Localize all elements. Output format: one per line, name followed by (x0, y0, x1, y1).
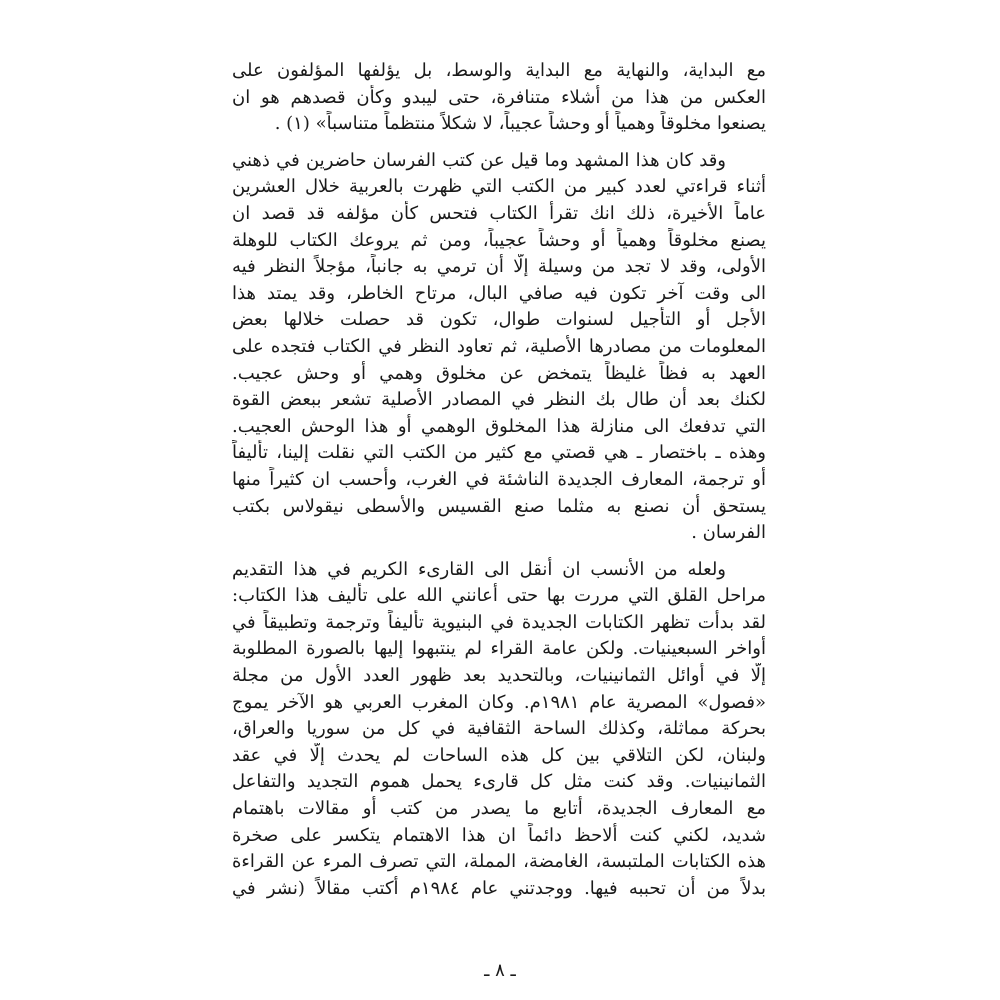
text-line: وهذه ـ باختصار ـ هي قصتي مع كثير من الكتب التي نقلت إلينا، تأليفاً (232, 442, 766, 464)
text-line: العهد به فظاً غليظاً يتمخض عن مخلوق وهمي أو وحش عجيب. (232, 362, 766, 384)
text-line: يستحق أن نصنع به مثلما صنع القسيس والأسطى نيقولاس بكتب (232, 495, 766, 517)
text-line: وقد كان هذا المشهد وما قيل عن كتب الفرسان حاضرين في ذهني (232, 149, 726, 171)
text-line: الفرسان . (691, 522, 766, 544)
text-line: الأجل أو التأجيل لسنوات طوال، تكون قد حصلت خلالها بعض (232, 309, 766, 331)
text-line: مع البداية، والنهاية مع البداية والوسط، بل يؤلفها المؤلفون على (232, 60, 766, 81)
page-body (232, 58, 766, 902)
text-line: أثناء قراءتي لعدد كبير من الكتب التي ظهرت بالعربية خلال العشرين (232, 176, 766, 198)
text-line: أواخر السبعينيات. ولكن عامة القراء لم ينتبهوا إليها بالصورة المطلوبة (232, 638, 766, 660)
paragraph (232, 58, 766, 138)
paragraph-gap (232, 138, 766, 148)
text-line: عاماً الأخيرة، ذلك انك تقرأ الكتاب فتحس كأن مؤلفه قد قصد ان (232, 202, 766, 224)
text-line: الأولى، وقد لا تجد من وسيلة إلّا أن ترمي به جانباً، مؤجلاً النظر فيه (232, 256, 766, 278)
text-line: مع المعارف الجديدة، أتابع ما يصدر من كتب أو مقالات باهتمام (232, 798, 766, 820)
text-line: لقد بدأت تظهر الكتابات الجديدة في البنيوية تأليفاً وترجمة وتطبيقاً في (232, 611, 766, 633)
text-line: يصنعوا مخلوقاً وهمياً أو وحشاً عجيباً، لا شكلاً منتظماً متناسباً» (١) . (274, 113, 766, 135)
paragraph (232, 557, 766, 903)
page-number: ـ ٨ ـ (484, 960, 516, 981)
paragraph (232, 148, 766, 547)
text-line: أو ترجمة، المعارف الجديدة الناشئة في الغرب، وأحسب ان كثيراً منها (232, 468, 766, 490)
text-line: المعلومات من مصادرها الأصلية، ثم تعاود النظر في الكتاب فتجده على (232, 335, 766, 357)
text-line: التي تدفعك الى منازلة هذا المخلوق الوهمي أو هذا الوحش العجيب. (232, 415, 766, 437)
text-line: بدلاً من أن تحببه فيها. ووجدتني عام ١٩٨٤م أكتب مقالاً (نشر في (232, 877, 766, 899)
paragraph-gap (232, 547, 766, 557)
text-line: ولبنان، لكن التلاقي بين كل هذه الساحات لم يحدث إلّا في عقد (232, 744, 766, 766)
text-line: شديد، لكني كنت ألاحظ دائماً ان هذا الاهتمام يتكسر على صخرة (232, 824, 766, 846)
text-line: «فصول» المصرية عام ١٩٨١م. وكان المغرب العربي هو الآخر يموج (232, 691, 766, 713)
text-line: ولعله من الأنسب ان أنقل الى القارىء الكريم في هذا التقديم (232, 558, 726, 580)
text-line: إلّا في أوائل الثمانينيات، وبالتحديد بعد ظهور العدد الأول من مجلة (232, 665, 766, 687)
text-line: لكنك بعد أن طال بك النظر في المصادر الأصلية تشعر ببعض القوة (232, 389, 766, 411)
text-line: العكس من هذا من أشلاء متنافرة، حتى ليبدو وكأن قصدهم هو ان (232, 86, 766, 108)
text-line: يصنع مخلوقاً وهمياً أو وحشاً عجيباً، ومن ثم يروعك الكتاب للوهلة (232, 229, 766, 251)
text-line: الثمانينيات. وقد كنت مثل كل قارىء يحمل هموم التجديد والتفاعل (232, 771, 766, 793)
text-line: الى وقت آخر تكون فيه صافي البال، مرتاح الخاطر، وقد يمتد هذا (232, 282, 766, 304)
text-line: هذه الكتابات الملتبسة، الغامضة، المملة، التي تصرف المرء عن القراءة (232, 851, 766, 873)
text-line: مراحل القلق التي مررت بها حتى أعانني الله على تأليف هذا الكتاب: (232, 585, 766, 607)
text-line: بحركة مماثلة، وكذلك الساحة الثقافية في كل من سوريا والعراق، (232, 718, 766, 740)
